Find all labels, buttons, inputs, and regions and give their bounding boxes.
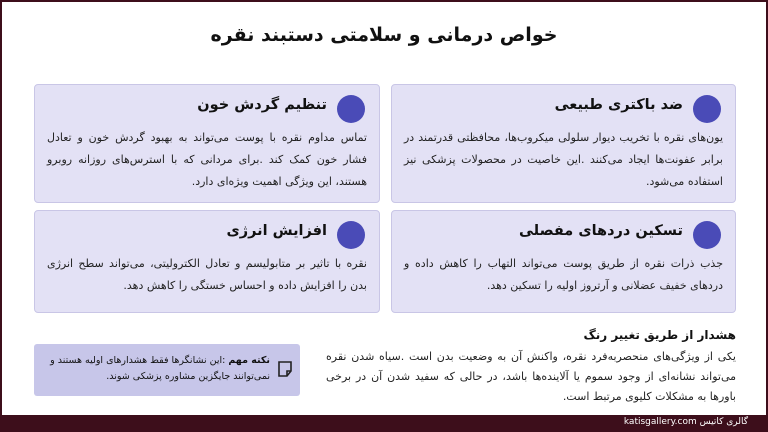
card-body: نقره با تاثیر بر متابولیسم و تعادل الکترولیتی، می‌تواند سطح انرژی بدن را افزایش داده و احساس خستگی را کاهش دهد. xyxy=(47,257,367,292)
card-title: افزایش انرژی xyxy=(226,223,327,239)
card-energy xyxy=(34,210,380,313)
card-joint-pain xyxy=(391,210,736,313)
card-body: یون‌های نقره با تخریب دیوار سلولی میکروب‌ها، محافظتی قدرتمند در برابر عفونت‌ها ایجاد می‌کنند .این خاصیت در محصولات پزشکی نیز استفاده می‌شود. xyxy=(404,131,723,188)
note-label: نکته مهم xyxy=(228,355,270,366)
card-body: تماس مداوم نقره با پوست می‌تواند به بهبود گردش خون و تعادل فشار خون کمک کند .برای مردانی که با استرس‌های روزانه روبرو هستند، این ویژگی اهمیت ویژه‌ای دارد. xyxy=(47,131,367,188)
card-title: تنظیم گردش خون xyxy=(197,97,327,113)
circle-icon xyxy=(693,95,721,123)
page-title: خواص درمانی و سلامتی دستبند نقره xyxy=(210,24,558,46)
card-title: ضد باکتری طبیعی xyxy=(554,97,683,113)
circle-icon xyxy=(693,221,721,249)
card-body: جذب ذرات نقره از طریق پوست می‌تواند التهاب را کاهش داده و دردهای خفیف عضلانی و آرتروز اولیه را تسکین دهد. xyxy=(404,257,723,292)
warning-title: هشدار از طریق تغییر رنگ xyxy=(583,328,736,342)
page xyxy=(2,2,766,415)
footer-text: گالری کاتیس katisgallery.com xyxy=(623,417,748,427)
circle-icon xyxy=(337,95,365,123)
card-antibacterial xyxy=(391,84,736,203)
footer xyxy=(0,415,768,432)
note-text xyxy=(40,353,270,385)
card-circulation xyxy=(34,84,380,203)
important-note xyxy=(34,344,300,396)
card-title: تسکین دردهای مفصلی xyxy=(518,223,683,239)
circle-icon xyxy=(337,221,365,249)
warning-body: یکی از ویژگی‌های منحصربه‌فرد نقره، واکنش آن به وضعیت بدن است .سیاه شدن نقره می‌تواند نشانه‌ای از وجود سموم یا آلاینده‌ها باشد، در حالی که سفید شدن آن در برخی باورها به مشکلات کلیوی مرتبط است. xyxy=(326,350,736,403)
note-content: :این نشانگرها فقط هشدارهای اولیه هستند و نمی‌توانند جایگزین مشاوره پزشکی شوند. xyxy=(50,355,270,382)
note-icon xyxy=(278,361,292,377)
